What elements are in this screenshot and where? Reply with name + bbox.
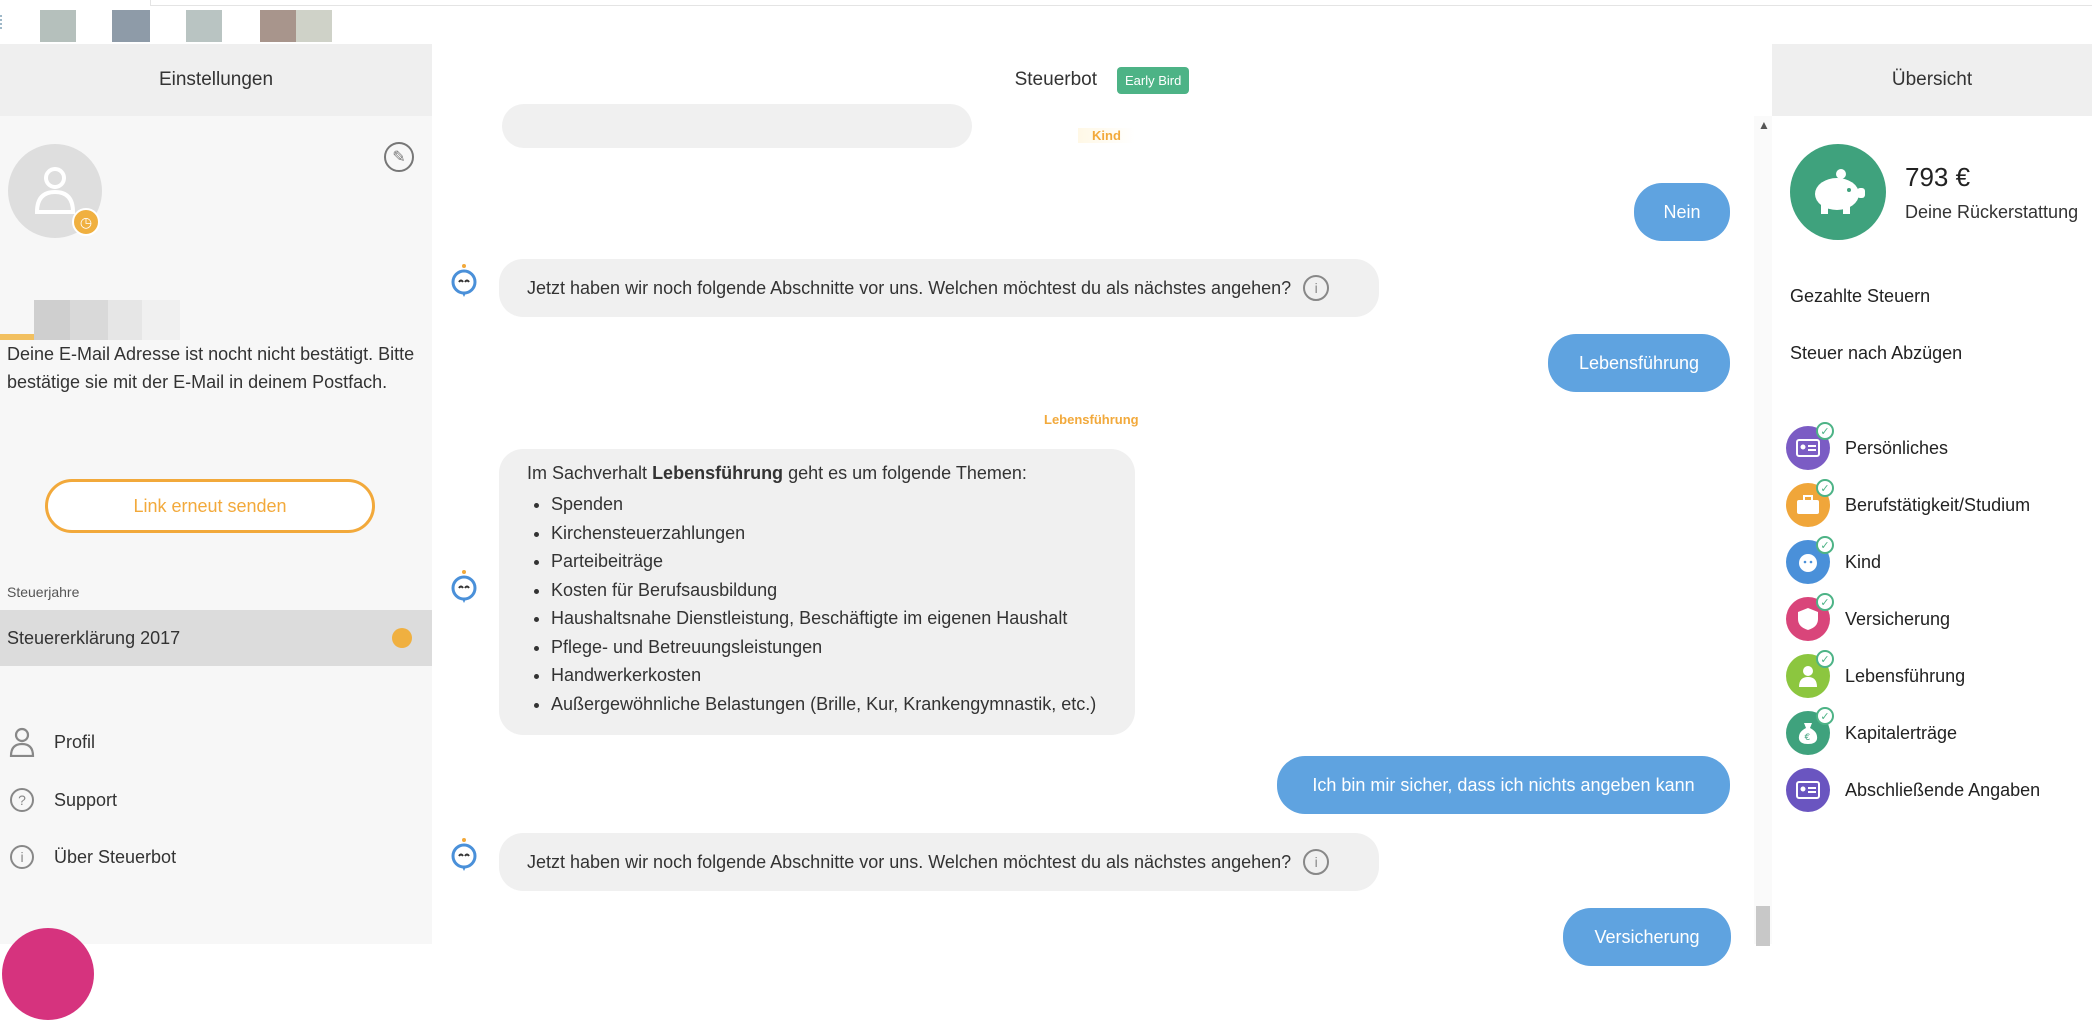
info-icon: i [10, 845, 34, 869]
person-icon: ✓ [1786, 654, 1830, 698]
list-item: • Handwerkerkosten [551, 661, 1135, 690]
top-divider [150, 0, 2092, 6]
window-edge [0, 15, 5, 29]
nav-about[interactable] [0, 837, 432, 877]
briefcase-icon: ✓ [1786, 483, 1830, 527]
category-persoenliches[interactable] [1786, 424, 1948, 472]
nav-profile[interactable] [0, 722, 432, 762]
overview-panel [1772, 44, 2092, 944]
browser-top-strip [0, 0, 2092, 45]
bot-message-text: Jetzt haben wir noch folgende Abschnitte vor uns. Welchen möchtest du als nächstes angehen? [527, 851, 1292, 872]
tax-after-deductions-label[interactable]: Steuer nach Abzügen [1790, 343, 1963, 363]
resend-link-button[interactable]: Link erneut senden [45, 479, 375, 533]
email-unconfirmed-note: Deine E-Mail Adresse ist nocht nicht bestätigt. Bitte bestätige sie mit der E-Mail in deinem Postfach. [7, 344, 415, 392]
topics-list [527, 490, 1135, 718]
scrollbar-thumb[interactable] [1756, 906, 1770, 946]
category-berufstaetigkeit[interactable] [1786, 481, 2030, 529]
topics-intro: Im Sachverhalt Lebensführung geht es um folgende Themen: [527, 463, 1027, 483]
nav-about-label: Über Steuerbot [54, 846, 177, 867]
thumbnail-4[interactable] [260, 10, 332, 42]
chat-launcher-button[interactable] [2, 928, 94, 1020]
bot-avatar-icon [450, 262, 478, 298]
settings-header: Einstellungen [0, 44, 432, 116]
category-kind[interactable] [1786, 538, 1881, 586]
question-icon: ? [10, 788, 34, 812]
info-icon[interactable]: i [1303, 849, 1329, 875]
category-label: Abschließende Angaben [1845, 779, 2041, 800]
nav-profile-label: Profil [54, 731, 96, 752]
section-label-lebensfuehrung: Lebensführung [1044, 412, 1139, 427]
category-label: Berufstätigkeit/Studium [1845, 494, 2031, 515]
user-message: Versicherung [1563, 908, 1731, 966]
bot-avatar-icon [450, 568, 478, 604]
list-item: • Parteibeiträge [551, 547, 1135, 576]
category-abschliessende-angaben[interactable] [1786, 766, 2040, 814]
refund-label: Deine Rückerstattung [1905, 202, 2079, 222]
settings-panel [0, 44, 432, 944]
bot-message [499, 833, 1379, 891]
list-item: • Pflege- und Betreuungsleistungen [551, 633, 1135, 662]
pending-clock-icon: ◷ [72, 208, 100, 236]
child-icon: ✓ [1786, 540, 1830, 584]
status-dot-icon [392, 628, 412, 648]
paid-taxes-label[interactable]: Gezahlte Steuern [1790, 286, 1931, 306]
chat-bubble-partial [502, 104, 972, 148]
user-message: Ich bin mir sicher, dass ich nichts angeben kann [1277, 756, 1730, 814]
chat-scrollbar[interactable] [1754, 116, 1772, 944]
category-kapitalertraege[interactable] [1786, 709, 1957, 757]
early-bird-badge: Early Bird [1117, 67, 1189, 94]
overview-header: Übersicht [1772, 44, 2092, 116]
bot-message [499, 259, 1379, 317]
list-item: • Kosten für Berufsausbildung [551, 576, 1135, 605]
category-lebensfuehrung[interactable] [1786, 652, 1965, 700]
bot-message-text: Jetzt haben wir noch folgende Abschnitte vor uns. Welchen möchtest du als nächstes angehen? [527, 277, 1292, 298]
money-bag-icon: € ✓ [1786, 711, 1830, 755]
list-item: • Außergewöhnliche Belastungen (Brille, Kur, Krankengymnastik, etc.) [551, 690, 1135, 719]
list-item: • Kirchensteuerzahlungen [551, 519, 1135, 548]
blurred-username [0, 300, 180, 340]
id-card-icon [1786, 768, 1830, 812]
category-label: Versicherung [1845, 608, 1951, 629]
bot-avatar-icon [450, 836, 478, 872]
chat-panel [432, 44, 1772, 947]
scroll-up-arrow-icon[interactable]: ▲ [1758, 118, 1770, 132]
user-icon [32, 164, 78, 216]
category-label: Kapitalerträge [1845, 722, 1958, 743]
id-card-icon: ✓ [1786, 426, 1830, 470]
shield-icon: ✓ [1786, 597, 1830, 641]
info-icon[interactable]: i [1303, 275, 1329, 301]
tax-year-label: Steuererklärung 2017 [7, 627, 181, 648]
category-label: Persönliches [1845, 437, 1949, 458]
user-message: Lebensführung [1548, 334, 1730, 392]
category-label: Lebensführung [1845, 665, 1966, 686]
category-label: Kind [1845, 551, 1882, 572]
category-versicherung[interactable] [1786, 595, 1950, 643]
tax-year-item[interactable] [0, 610, 432, 666]
tax-years-label: Steuerjahre [7, 584, 80, 600]
refund-amount: 793 € [1905, 162, 1971, 192]
thumbnail-2[interactable] [112, 10, 150, 42]
avatar[interactable] [8, 144, 102, 238]
svg-text:€: € [1804, 733, 1811, 743]
person-icon [8, 727, 36, 757]
user-message: Nein [1634, 183, 1730, 241]
chat-title: Steuerbot [1014, 69, 1098, 90]
nav-support[interactable] [0, 780, 432, 820]
thumbnail-3[interactable] [186, 10, 222, 42]
edit-icon[interactable]: ✎ [384, 142, 414, 172]
thumbnail-1[interactable] [40, 10, 76, 42]
piggy-bank-icon [1790, 144, 1886, 240]
list-item: • Spenden [551, 490, 1135, 519]
section-label-kind: Kind [1078, 128, 1135, 143]
nav-support-label: Support [54, 789, 118, 810]
bot-topics-message [499, 449, 1135, 735]
list-item: • Haushaltsnahe Dienstleistung, Beschäftigte im eigenen Haushalt [551, 604, 1135, 633]
